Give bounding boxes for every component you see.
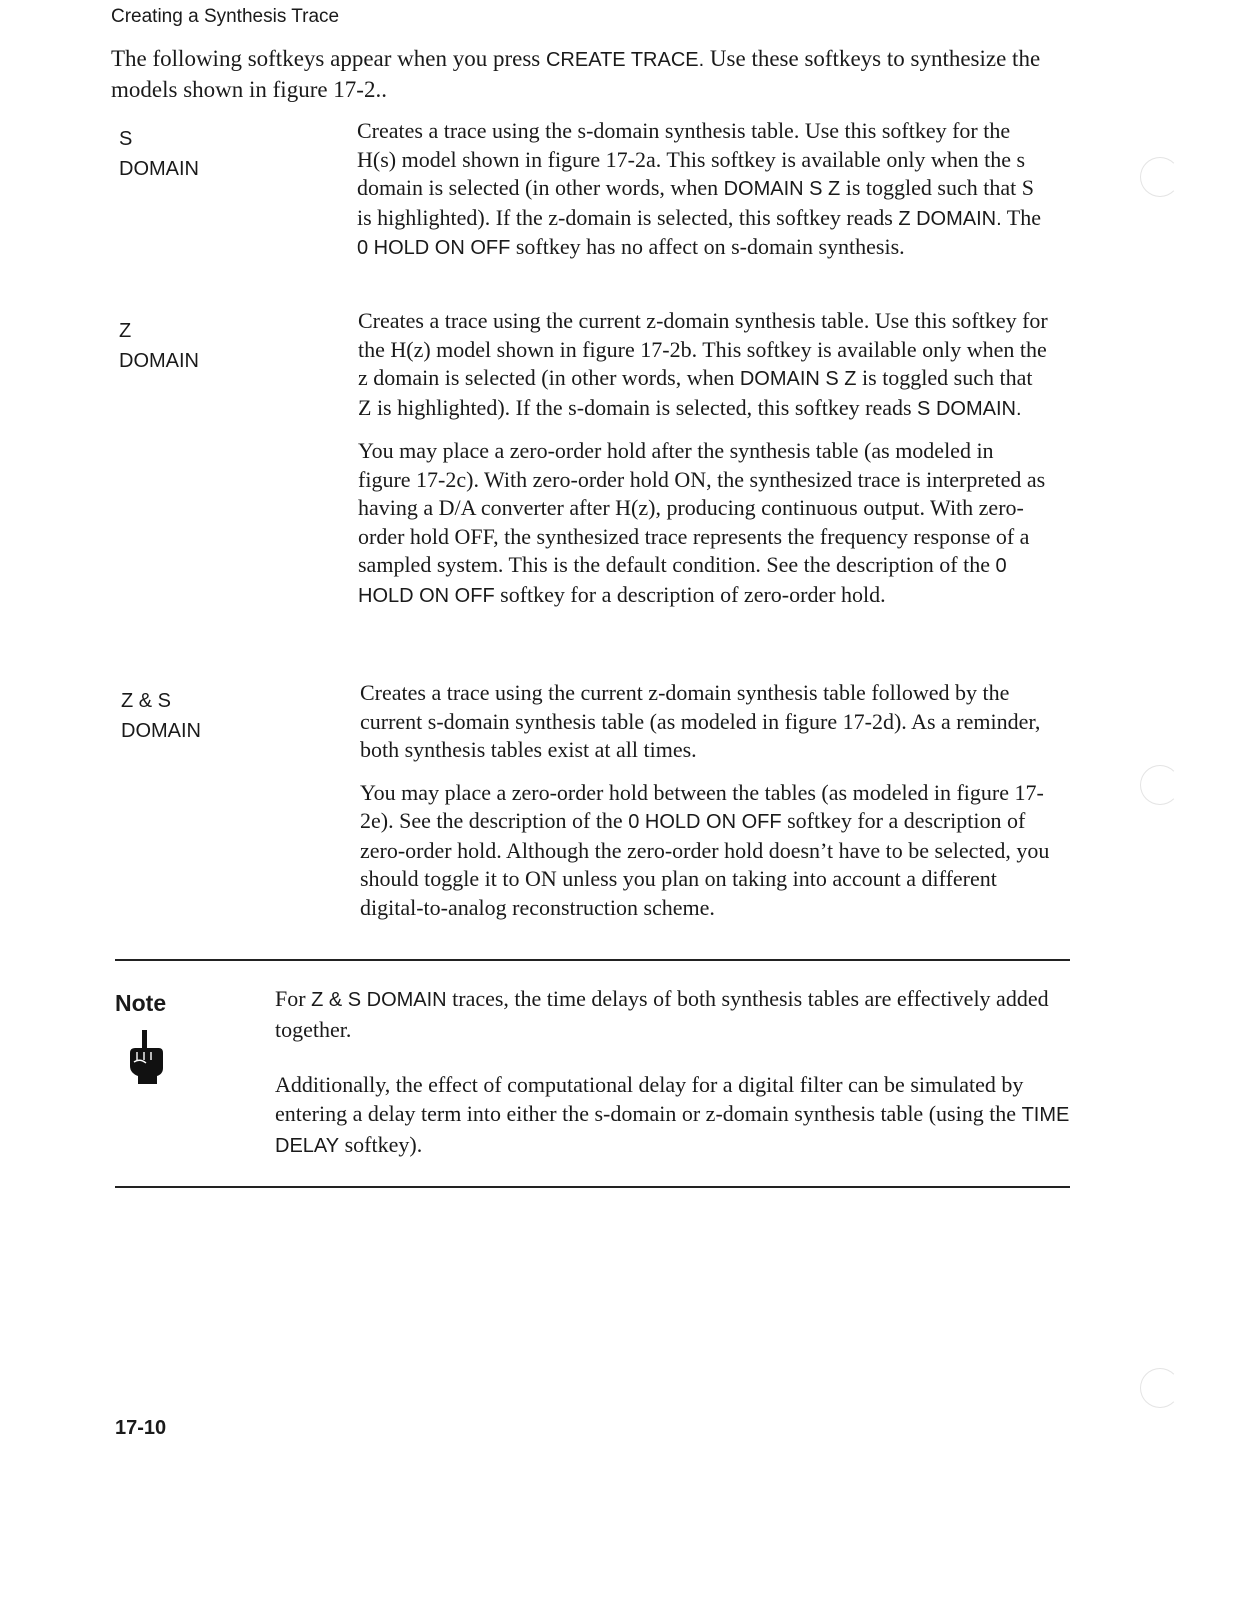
z-domain-label-line2: DOMAIN <box>119 350 199 372</box>
zero-hold-key: 0 HOLD ON OFF <box>628 811 782 833</box>
note-text: softkey). <box>339 1132 423 1157</box>
s-domain-description <box>357 117 1047 277</box>
z-domain-text: is toggled such that Z is highlighted). If the s-domain is selected, this softkey reads <box>358 365 1033 420</box>
punch-hole <box>1140 1368 1180 1408</box>
z-domain-key: Z DOMAIN. <box>898 207 1002 230</box>
zs-domain-text: You may place a zero-order hold between the tables (as modeled in figure 17-2e). See the description of the <box>360 779 1044 833</box>
domain-s-z-key: DOMAIN S Z <box>723 178 841 200</box>
z-domain-text: Creates a trace using the current z-domain synthesis table. Use this softkey for the H(z) model shown in figure 17-2b. This softkey is available only when the z domain is selected (in other words, when <box>358 308 1048 390</box>
punch-hole <box>1140 157 1180 197</box>
z-domain-text: softkey for a description of zero-order hold. <box>494 581 886 607</box>
note-text: Additionally, the effect of computational delay for a digital filter can be simulated by entering a delay term into either the s-domain or z-domain synthesis table (using the <box>275 1072 1024 1126</box>
note-body <box>275 984 1075 1187</box>
s-domain-softkey-label <box>119 124 199 184</box>
note-bottom-rule <box>115 1186 1070 1188</box>
z-domain-text: You may place a zero-order hold after the synthesis table (as modeled in figure 17-2c). With zero-order hold ON, the synthesized trace is interpreted as having a D/A converter after H(z), producing continuous output. With zero-order hold OFF, the synthesized trace represents the frequency response of a sampled system. This is the default condition. See the description of the <box>358 438 1046 577</box>
intro-paragraph <box>111 44 1061 104</box>
note-paragraph-1 <box>275 984 1075 1044</box>
zs-domain-paragraph-2 <box>360 779 1050 923</box>
s-domain-text: Creates a trace using the s-domain synthesis table. Use this softkey for the H(s) model shown in figure 17-2a. This softkey is available only when the s domain is selected (in other words, when <box>357 118 1026 200</box>
time-delay-key: TIME DELAY <box>275 1104 1070 1157</box>
zero-hold-key: 0 HOLD ON OFF <box>358 555 1007 607</box>
create-trace-key: CREATE TRACE. <box>545 49 705 71</box>
zero-hold-key: 0 HOLD ON OFF <box>357 237 511 259</box>
z-domain-label-line1: Z <box>119 320 132 342</box>
s-domain-text: softkey has no affect on s-domain synthesis. <box>510 234 905 259</box>
z-domain-paragraph-1 <box>358 307 1048 423</box>
zs-domain-softkey-label <box>121 686 201 746</box>
zs-domain-key: Z & S DOMAIN <box>311 989 447 1011</box>
zs-domain-description <box>360 679 1050 936</box>
punch-hole <box>1140 765 1180 805</box>
s-domain-text: is toggled such that S is highlighted). If the z-domain is selected, this softkey reads <box>357 175 1034 230</box>
running-header: Creating a Synthesis Trace <box>111 6 340 27</box>
note-top-rule <box>115 959 1070 961</box>
intro-text-1: The following softkeys appear when you press <box>111 46 546 71</box>
zs-domain-paragraph-1: Creates a trace using the current z-domain synthesis table followed by the current s-domain synthesis table (as modeled in figure 17-2d). As a reminder, both synthesis tables exist at all times. <box>360 680 1041 762</box>
note-label: Note <box>115 990 167 1016</box>
s-domain-label-line2: DOMAIN <box>119 158 199 180</box>
z-domain-paragraph-2 <box>358 437 1048 610</box>
z-domain-description <box>358 307 1048 624</box>
page-number: 17-10 <box>115 1417 167 1439</box>
s-domain-text: The <box>1001 204 1041 230</box>
pointing-hand-icon <box>126 1030 166 1091</box>
note-paragraph-2 <box>275 1070 1075 1161</box>
z-domain-softkey-label <box>119 316 199 376</box>
zs-domain-label-line1: Z & S <box>121 690 172 712</box>
domain-s-z-key: DOMAIN S Z <box>739 368 857 390</box>
zs-domain-label-line2: DOMAIN <box>121 720 201 742</box>
intro-text-2: Use these softkeys to synthesize the models shown in figure 17-2.. <box>111 46 1041 102</box>
note-text: For <box>275 986 312 1011</box>
s-domain-key: S DOMAIN. <box>917 397 1022 420</box>
s-domain-label-line1: S <box>119 128 133 150</box>
s-domain-paragraph <box>357 117 1047 263</box>
zs-domain-text: softkey for a description of zero-order hold. Although the zero-order hold doesn’t have to be selected, you should toggle it to ON unless you plan on taking into account a different digital-to-analog reconstruction scheme. <box>360 808 1050 920</box>
note-text: traces, the time delays of both synthesis tables are effectively added together. <box>275 986 1049 1042</box>
